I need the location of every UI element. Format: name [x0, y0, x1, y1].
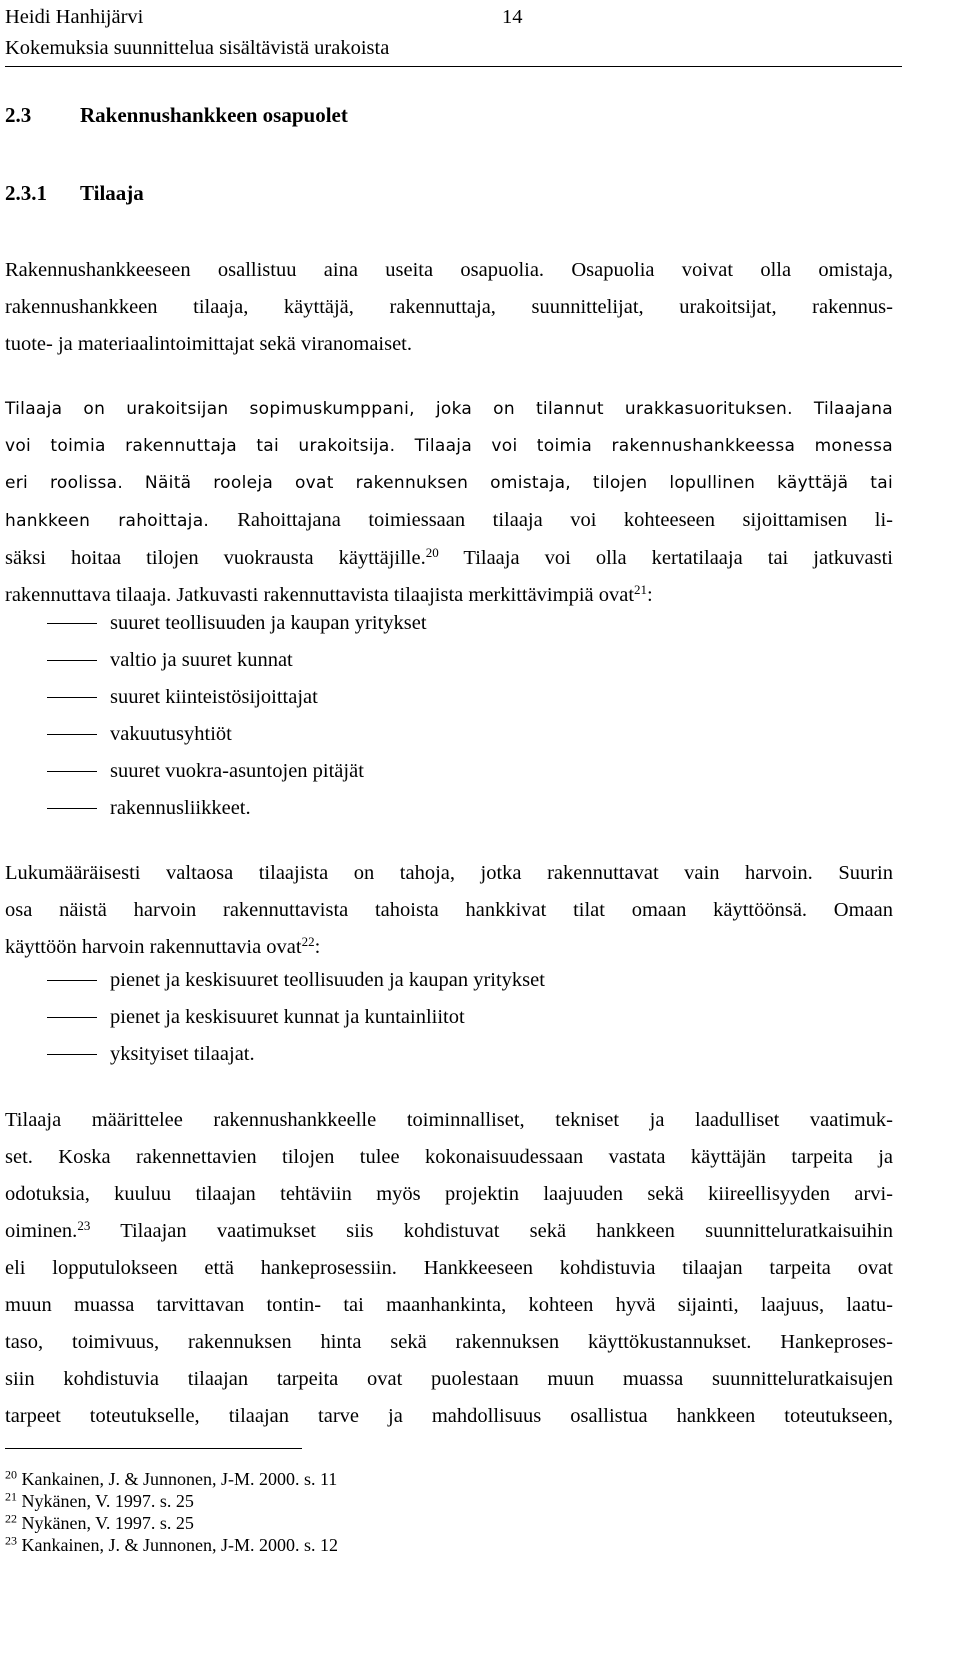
list-item — [5, 679, 427, 716]
text-segment: oiminen. — [5, 1220, 78, 1242]
list-item-text: suuret teollisuuden ja kaupan yritykset — [110, 612, 427, 634]
list-item — [5, 716, 427, 753]
list-item — [5, 753, 427, 790]
text-line: Rakennushankkeeseen osallistuu aina useita osapuolia. Osapuolia voivat olla omistaja, — [5, 259, 893, 281]
text-line: siin kohdistuvia tilaajan tarpeita ovat puolestaan muun muassa suunnitteluratkaisujen — [5, 1368, 893, 1390]
text-segment: Tilaaja voi olla kertatilaaja tai jatkuvasti — [463, 547, 893, 569]
client-list-infrequent — [5, 962, 545, 1073]
list-item-text: suuret kiinteistösijoittajat — [110, 686, 318, 708]
dash-bullet — [47, 771, 97, 772]
dash-bullet — [47, 808, 97, 809]
text-line: Tilaaja määrittelee rakennushankkeelle toiminnalliset, tekniset ja laadulliset vaatimuk- — [5, 1109, 893, 1131]
list-item — [5, 605, 427, 642]
dash-bullet — [47, 660, 97, 661]
footnote-number: 20 — [5, 1467, 17, 1482]
text-segment: käyttöön harvoin rakennuttavia ovat — [5, 936, 302, 958]
list-item — [5, 642, 427, 679]
text-line: taso, toimivuus, rakennuksen hinta sekä rakennuksen käyttökustannukset. Hankeproses- — [5, 1331, 893, 1353]
footnote-number: 23 — [5, 1533, 17, 1548]
footnote-text: Nykänen, V. 1997. s. 25 — [21, 1513, 194, 1533]
text-segment: rakennuttava tilaaja. — [5, 584, 172, 606]
client-list-frequent — [5, 605, 427, 827]
footnotes — [5, 1468, 338, 1556]
paragraph-participants — [5, 252, 893, 363]
footnote-text: Kankainen, J. & Junnonen, J-M. 2000. s. 11 — [21, 1469, 338, 1489]
dash-bullet — [47, 1017, 97, 1018]
paragraph-requirements — [5, 1102, 893, 1435]
header-author: Heidi Hanhijärvi — [5, 6, 144, 28]
section-number: 2.3 — [5, 103, 32, 127]
text-line: odotuksia, kuuluu tilaajan tehtäviin myös projektin laajuuden sekä kiireellisyyden arvi- — [5, 1183, 893, 1205]
header-title: Kokemuksia suunnittelua sisältävistä urakoista — [5, 37, 390, 59]
footnote-ref-21: 21 — [634, 581, 648, 597]
list-item-text: valtio ja suuret kunnat — [110, 649, 293, 671]
dash-bullet — [47, 623, 97, 624]
subsection-heading — [5, 181, 144, 206]
list-item — [5, 790, 427, 827]
text-line: osa näistä harvoin rakennuttavista tahoista hankkivat tilat omaan käyttöönsä. Omaan — [5, 899, 893, 921]
list-item-text: vakuutusyhtiöt — [110, 723, 232, 745]
page-number: 14 — [502, 6, 523, 28]
footnote-separator — [5, 1448, 302, 1449]
text-line — [5, 502, 893, 540]
text-line — [5, 1213, 893, 1250]
footnote-number: 22 — [5, 1511, 17, 1526]
list-item-text: suuret vuokra-asuntojen pitäjät — [110, 760, 364, 782]
dash-bullet — [47, 1054, 97, 1055]
text-segment: : — [314, 936, 321, 958]
text-segment: Tilaajan vaatimukset siis kohdistuvat sekä hankkeen suunnitteluratkaisuihin — [120, 1220, 893, 1242]
list-item — [5, 1036, 545, 1073]
section-heading — [5, 103, 348, 128]
text-segment: säksi hoitaa tilojen vuokrausta käyttäjille. — [5, 547, 426, 569]
list-item-text: yksityiset tilaajat. — [110, 1043, 255, 1065]
footnote-ref-22: 22 — [301, 933, 315, 949]
text-segment: Jatkuvasti rakennuttavista tilaajista merkittävimpiä ovat — [176, 584, 635, 606]
text-line: eli lopputulokseen että hankeprosessiin. Hankkeeseen kohdistuvia tilaajan tarpeita ovat — [5, 1257, 893, 1279]
footnote — [5, 1512, 338, 1534]
subsection-title: Tilaaja — [80, 181, 144, 205]
footnote-ref-20: 20 — [425, 544, 439, 560]
footnote-text: Nykänen, V. 1997. s. 25 — [21, 1491, 194, 1511]
footnote — [5, 1534, 338, 1556]
header-rule — [5, 66, 902, 67]
text-segment: hankkeen rahoittaja. — [5, 511, 210, 531]
text-line: eri roolissa. Näitä rooleja ovat rakennuksen omistaja, tilojen lopullinen käyttäjä tai — [5, 473, 893, 493]
text-line: voi toimia rakennuttaja tai urakoitsija. Tilaaja voi toimia rakennushankkeessa monessa — [5, 436, 893, 456]
footnote-number: 21 — [5, 1489, 17, 1504]
list-item-text: pienet ja keskisuuret teollisuuden ja kaupan yritykset — [110, 969, 545, 991]
running-header — [5, 2, 902, 64]
dash-bullet — [47, 734, 97, 735]
dash-bullet — [47, 980, 97, 981]
text-line: tarpeet toteutukselle, tilaajan tarve ja mahdollisuus osallistua hankkeen toteutukseen, — [5, 1405, 893, 1427]
text-segment: : — [647, 584, 653, 606]
text-line: Lukumääräisesti valtaosa tilaajista on tahoja, jotka rakennuttavat vain harvoin. Suurin — [5, 862, 893, 884]
text-line: set. Koska rakennettavien tilojen tulee kokonaisuudessaan vastata käyttäjän tarpeita ja — [5, 1146, 893, 1168]
list-item-text: rakennusliikkeet. — [110, 797, 251, 819]
text-line: muun muassa tarvittavan tontin- tai maanhankinta, kohteen hyvä sijainti, laajuus, laatu- — [5, 1294, 893, 1316]
text-line — [5, 540, 893, 577]
dash-bullet — [47, 697, 97, 698]
footnote-ref-23: 23 — [77, 1217, 91, 1233]
list-item — [5, 999, 545, 1036]
text-line: rakennushankkeen tilaaja, käyttäjä, rakennuttaja, suunnittelijat, urakoitsijat, rakennus- — [5, 296, 893, 318]
footnote — [5, 1490, 338, 1512]
text-line — [5, 929, 893, 966]
paragraph-infrequent-clients — [5, 855, 893, 966]
footnote — [5, 1468, 338, 1490]
text-line: Tilaaja on urakoitsijan sopimuskumppani, joka on tilannut urakkasuorituksen. Tilaajana — [5, 399, 893, 419]
list-item — [5, 962, 545, 999]
paragraph-client-role — [5, 391, 893, 614]
list-item-text: pienet ja keskisuuret kunnat ja kuntainliitot — [110, 1006, 465, 1028]
section-title: Rakennushankkeen osapuolet — [80, 103, 348, 127]
footnote-text: Kankainen, J. & Junnonen, J-M. 2000. s. 12 — [21, 1535, 338, 1555]
text-segment: Rahoittajana toimiessaan tilaaja voi kohteeseen sijoittamisen li- — [237, 509, 893, 531]
subsection-number: 2.3.1 — [5, 181, 47, 205]
text-line: tuote- ja materiaalintoimittajat sekä viranomaiset. — [5, 333, 413, 355]
